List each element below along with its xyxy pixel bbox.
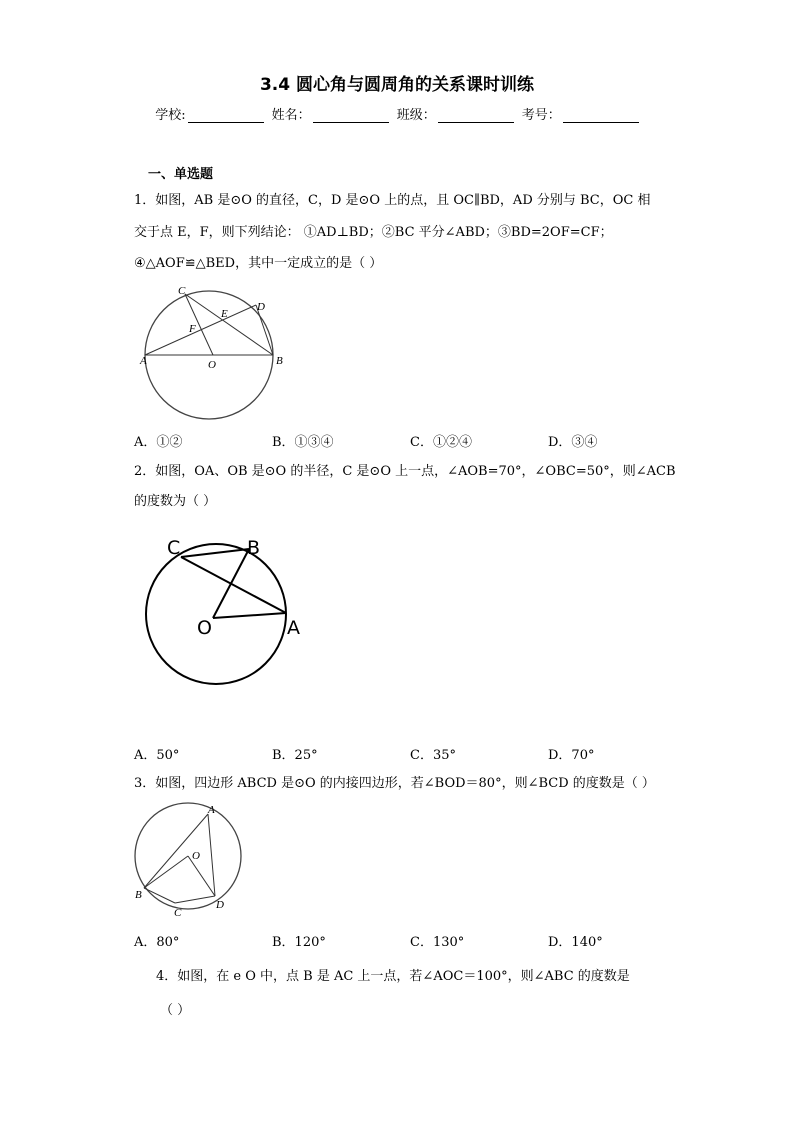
q2-label-b: B — [247, 537, 261, 559]
q2-label-a: A — [287, 617, 300, 639]
q3-line-bo — [144, 856, 188, 888]
q1-label-e: E — [221, 308, 228, 320]
q1-option-d[interactable]: D．③④ — [548, 435, 598, 450]
q3-label-a: A — [208, 804, 215, 816]
q3-line-cd — [175, 896, 215, 903]
q2-options — [134, 744, 686, 763]
section-title: 一、单选题 — [148, 167, 214, 182]
class-label: 班级： — [396, 108, 436, 123]
q2-label-o: O — [197, 617, 212, 639]
q1-line1: 1．如图，AB 是⊙O 的直径，C，D 是⊙O 上的点，且 OC∥BD，AD 分别与 BC，OC 相 — [134, 193, 651, 208]
q1-label-a: A — [140, 355, 147, 367]
name-field — [272, 104, 389, 123]
q3-line-ad — [208, 814, 215, 896]
q1-line2: 交于点 E，F，则下列结论： ①AD⊥BD；②BC 平分∠ABD；③BD=2OF=CF； — [134, 225, 613, 240]
q2-option-d[interactable]: D．70° — [548, 748, 595, 763]
q2-option-b[interactable]: B．25° — [272, 748, 318, 763]
q3-option-a[interactable]: A．80° — [134, 935, 180, 950]
q1-option-b[interactable]: B．①③④ — [272, 435, 334, 450]
exam-field — [522, 104, 639, 123]
q3-option-d[interactable]: D．140° — [548, 935, 603, 950]
student-info-row — [0, 104, 794, 123]
q2-line-bc — [181, 549, 249, 557]
exam-label: 考号： — [521, 108, 561, 123]
q1-figure — [136, 282, 296, 422]
q1-option-a[interactable]: A．①② — [134, 435, 183, 450]
q3-label-d: D — [216, 899, 224, 911]
q2-option-a[interactable]: A．50° — [134, 748, 180, 763]
q3-line1: 3．如图，四边形 ABCD 是⊙O 的内接四边形，若∠BOD＝80°，则∠BCD 的度数是（ ） — [134, 776, 655, 791]
q3-line-od — [188, 856, 215, 896]
class-blank — [438, 108, 514, 123]
q3-option-b[interactable]: B．120° — [272, 935, 326, 950]
school-label: 学校: — [155, 108, 186, 123]
q1-line3: ④△AOF≌△BED，其中一定成立的是（ ） — [134, 256, 383, 271]
q1-label-o: O — [208, 359, 216, 371]
q2-line-ca — [181, 557, 286, 613]
q2-line2: 的度数为（ ） — [134, 494, 217, 509]
q1-option-c[interactable]: C．①②④ — [410, 435, 472, 450]
q1-options — [134, 431, 686, 450]
name-label: 姓名： — [271, 108, 311, 123]
q3-figure — [130, 802, 250, 922]
exam-blank — [563, 108, 639, 123]
q3-label-o: O — [192, 850, 200, 862]
q1-label-c: C — [178, 285, 186, 297]
q1-label-b: B — [276, 355, 283, 367]
q2-line-oa — [213, 613, 286, 618]
q1-label-d: D — [257, 301, 265, 313]
q2-figure — [140, 534, 320, 694]
page-title: 3.4 圆心角与圆周角的关系课时训练 — [259, 75, 535, 95]
name-blank — [313, 108, 389, 123]
q3-option-c[interactable]: C．130° — [410, 935, 465, 950]
q1-label-f: F — [189, 323, 196, 335]
q2-label-c: C — [167, 537, 181, 559]
q4-line1: 4．如图，在 e O 中，点 B 是 AC 上一点，若∠AOC＝100°，则∠ABC 的度数是 — [156, 969, 630, 984]
q2-line1: 2．如图，OA、OB 是⊙O 的半径，C 是⊙O 上一点，∠AOB=70°，∠OBC=50°，则∠ACB — [134, 464, 676, 479]
school-blank — [188, 108, 264, 123]
q3-options — [134, 931, 686, 950]
q3-label-b: B — [135, 889, 142, 901]
q3-label-c: C — [174, 907, 182, 919]
q4-line2: （ ） — [160, 1003, 191, 1018]
class-field — [397, 104, 514, 123]
q2-option-c[interactable]: C．35° — [410, 748, 456, 763]
school-field — [155, 104, 263, 123]
